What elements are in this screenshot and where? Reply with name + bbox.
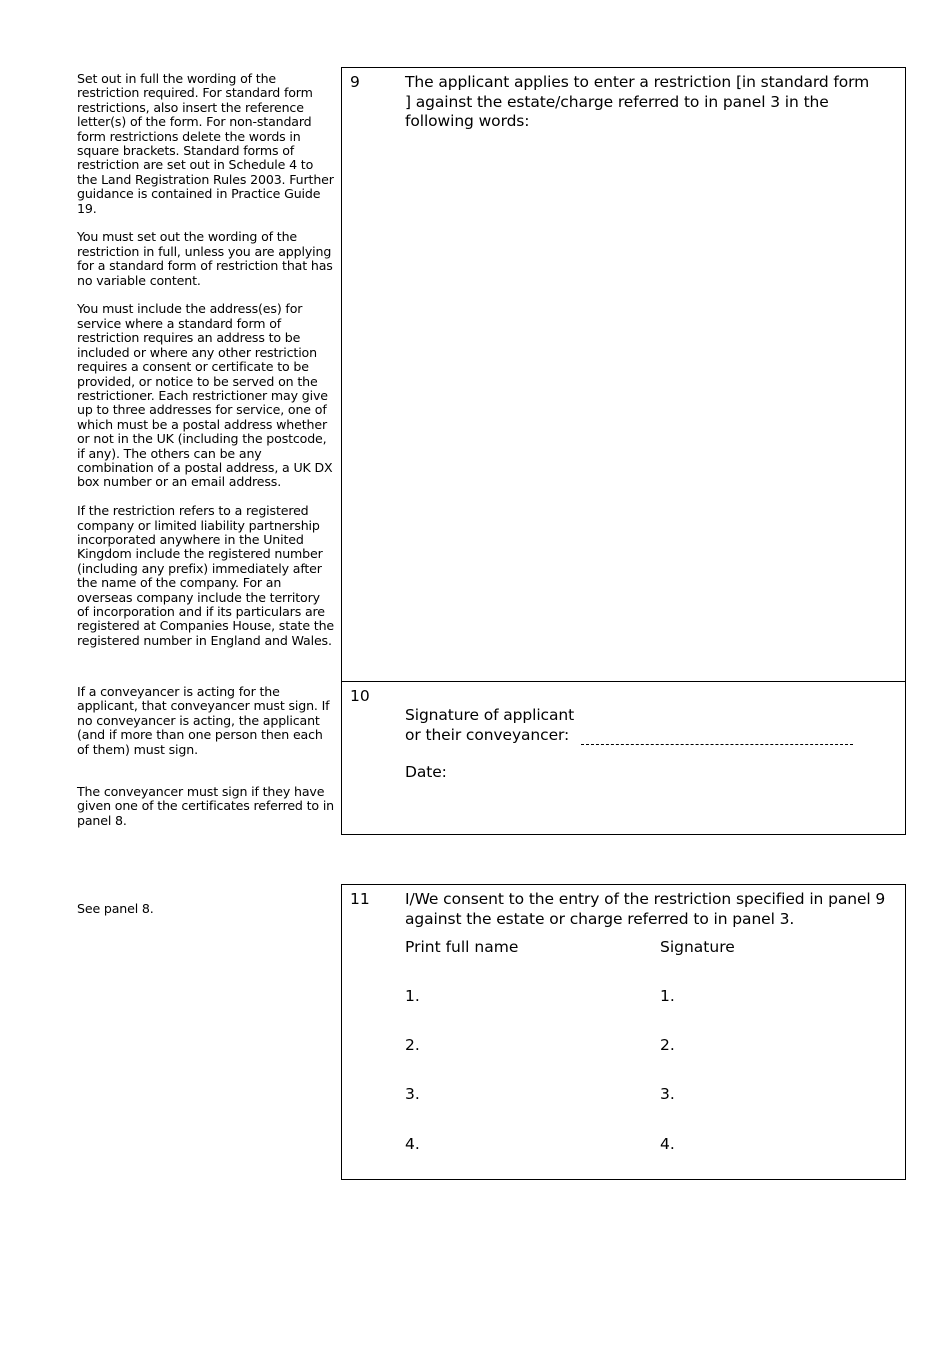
panel-11-consent (341, 884, 906, 1180)
signature-header: Signature (660, 938, 735, 956)
name-row-2[interactable]: 2. (405, 1036, 420, 1054)
note-address-for-service: You must include the address(es) for service where a standard form of restriction requires an address to be included or where any other restriction requires a consent or certificate to be provided, or notice to be served on the restrictioner. Each restrictioner may give up to three addresses for service, one of which must be a postal address whether or not in the UK (including the postcode, if any). The others can be any combination of a postal address, a UK DX box number or an email address. (77, 301, 333, 490)
panel-11-text: I/We consent to the entry of the restriction specified in panel 9 against the estate or charge referred to in panel 3. (405, 890, 886, 928)
name-row-3[interactable]: 3. (405, 1085, 420, 1103)
note-who-signs: If a conveyancer is acting for the applicant, that conveyancer must sign. If no conveyancer is acting, the applicant (and if more than one person then each of them) must sign. (77, 684, 330, 757)
signature-row-4[interactable]: 4. (660, 1135, 675, 1153)
signature-label (405, 706, 574, 745)
note-see-panel-8: See panel 8. (77, 901, 154, 916)
panel-10-signature (341, 681, 906, 835)
note-standard-form: You must set out the wording of the restriction in full, unless you are applying for a standard form of restriction that has no variable content. (77, 229, 333, 288)
note-conveyancer-certificate: The conveyancer must sign if they have given one of the certificates referred to in panel 8. (77, 784, 335, 828)
panel-number: 11 (350, 890, 370, 908)
panel-9-restriction (341, 67, 947, 682)
signature-label-line-1: Signature of applicant (405, 706, 575, 724)
name-row-1[interactable]: 1. (405, 987, 420, 1005)
signature-label-line-2: or their conveyancer: (405, 725, 570, 744)
note-wording: Set out in full the wording of the restriction required. For standard form restrictions, also insert the reference letter(s) of the form. For non-standard form restrictions delete the words in square brackets. Standard forms of restriction are set out in Schedule 4 to the Land Registration Rules 2003. Further guidance is contained in Practice Guide 19. (77, 71, 334, 216)
signature-row-3[interactable]: 3. (660, 1085, 675, 1103)
guidance-notes-restriction (77, 72, 335, 648)
note-company-number: If the restriction refers to a registered company or limited liability partnership incorporated anywhere in the United Kingdom include the registered number (including any prefix) immediately after the name of the company. For an overseas company include the territory of incorporation and if its particulars are registered at Companies House, state the registered number in England and Wales. (77, 503, 335, 648)
signature-line[interactable] (581, 744, 853, 745)
panel-number: 9 (350, 73, 360, 91)
guidance-notes-consent (77, 902, 335, 916)
signature-row-1[interactable]: 1. (660, 987, 675, 1005)
guidance-notes-signature (77, 685, 335, 828)
signature-row-2[interactable]: 2. (660, 1036, 675, 1054)
date-label: Date: (405, 763, 447, 781)
panel-9-text: The applicant applies to enter a restriction [in standard form ] against the estate/charge referred to in panel 3 in the following words: (405, 73, 947, 130)
print-name-header: Print full name (405, 938, 519, 956)
name-row-4[interactable]: 4. (405, 1135, 420, 1153)
panel-number: 10 (350, 687, 370, 705)
